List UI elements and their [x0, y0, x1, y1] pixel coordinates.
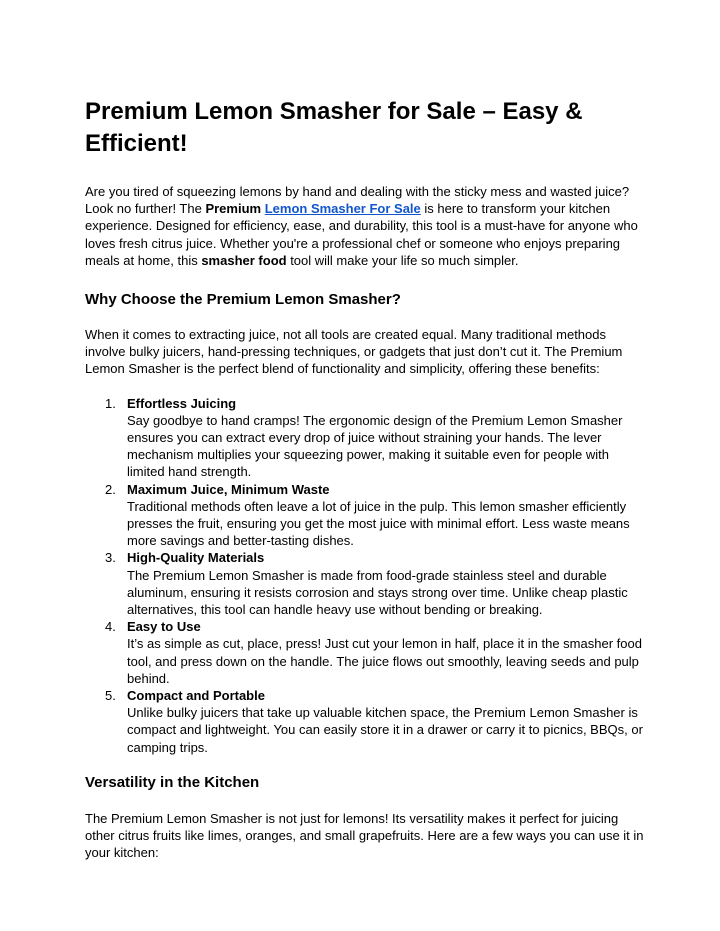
intro-text-4: tool will make your life so much simpler. — [286, 252, 519, 268]
list-item-text: Traditional methods often leave a lot of juice in the pulp. This lemon smasher efficiently presses the fruit, ensuring you get the most juice with minimal effort. Less waste means more savings and better-tasting dishes. — [127, 498, 630, 549]
list-item-text: The Premium Lemon Smasher is made from food-grade stainless steel and durable aluminum, ensuring it resists corrosion and stays strong over time. Unlike cheap plastic alternatives, this tool can handle heavy use without bending or breaking. — [127, 567, 628, 618]
intro-paragraph — [85, 183, 645, 269]
list-item-text: Unlike bulky juicers that take up valuable kitchen space, the Premium Lemon Smasher is compact and lightweight. You can easily store it in a drawer or carry it to picnics, BBQs, or camping trips. — [127, 705, 643, 755]
lemon-smasher-link[interactable]: Lemon Smasher For Sale — [264, 201, 421, 217]
list-item-text: Say goodbye to hand cramps! The ergonomic design of the Premium Lemon Smasher ensures you can extract every drop of juice without straining your hands. The lever mechanism multiplies your squeezing power, making it suitable even for people with limited hand strength. — [127, 412, 623, 480]
list-item-number: 1. — [105, 395, 116, 411]
list-item-title: Effortless Juicing — [127, 395, 237, 411]
list-item-number: 2. — [105, 481, 116, 497]
versatility-heading: Versatility in the Kitchen — [85, 773, 260, 791]
versatility-paragraph: The Premium Lemon Smasher is not just for lemons! Its versatility makes it perfect for juicing other citrus fruits like limes, oranges, and small grapefruits. Here are a few ways you can use it in your kitchen: — [85, 810, 644, 861]
list-item — [85, 549, 645, 618]
list-item-title: Compact and Portable — [127, 688, 265, 704]
benefits-list — [85, 395, 645, 756]
document-body — [85, 96, 645, 862]
list-item — [85, 687, 645, 756]
list-item-title: Easy to Use — [127, 619, 201, 635]
intro-bold-premium: Premium — [205, 201, 262, 217]
list-item — [85, 481, 645, 550]
list-item-title: Maximum Juice, Minimum Waste — [127, 481, 330, 497]
list-item — [85, 618, 645, 687]
why-heading: Why Choose the Premium Lemon Smasher? — [85, 291, 401, 309]
list-item-number: 5. — [105, 688, 116, 704]
list-item — [85, 395, 645, 481]
list-item-title: High-Quality Materials — [127, 550, 265, 566]
intro-bold-smasher-food: smasher food — [201, 252, 287, 268]
intro-text-1: Are you tired of squeezing lemons by hand and dealing with the sticky mess and wasted juice? Look no further! The — [85, 184, 630, 217]
list-item-number: 3. — [105, 550, 116, 566]
why-paragraph: When it comes to extracting juice, not all tools are created equal. Many traditional methods involve bulky juicers, hand-pressing techniques, or gadgets that just don’t cut it. The Premium Lemon Smasher is the perfect blend of functionality and simplicity, offering these benefits: — [85, 327, 623, 377]
intro-text-3: is here to transform your kitchen experience. Designed for efficiency, ease, and durability, this tool is a must-have for anyone who loves fresh citrus juice. Whether you're a professional chef or someone who enjoys preparing meals at home, this — [85, 201, 638, 268]
list-item-text: It’s as simple as cut, place, press! Just cut your lemon in half, place it in the smasher food tool, and press down on the handle. The juice flows out smoothly, leaving seeds and pulp behind. — [127, 636, 642, 686]
list-item-number: 4. — [105, 619, 116, 635]
page-title: Premium Lemon Smasher for Sale – Easy & Efficient! — [85, 98, 583, 157]
